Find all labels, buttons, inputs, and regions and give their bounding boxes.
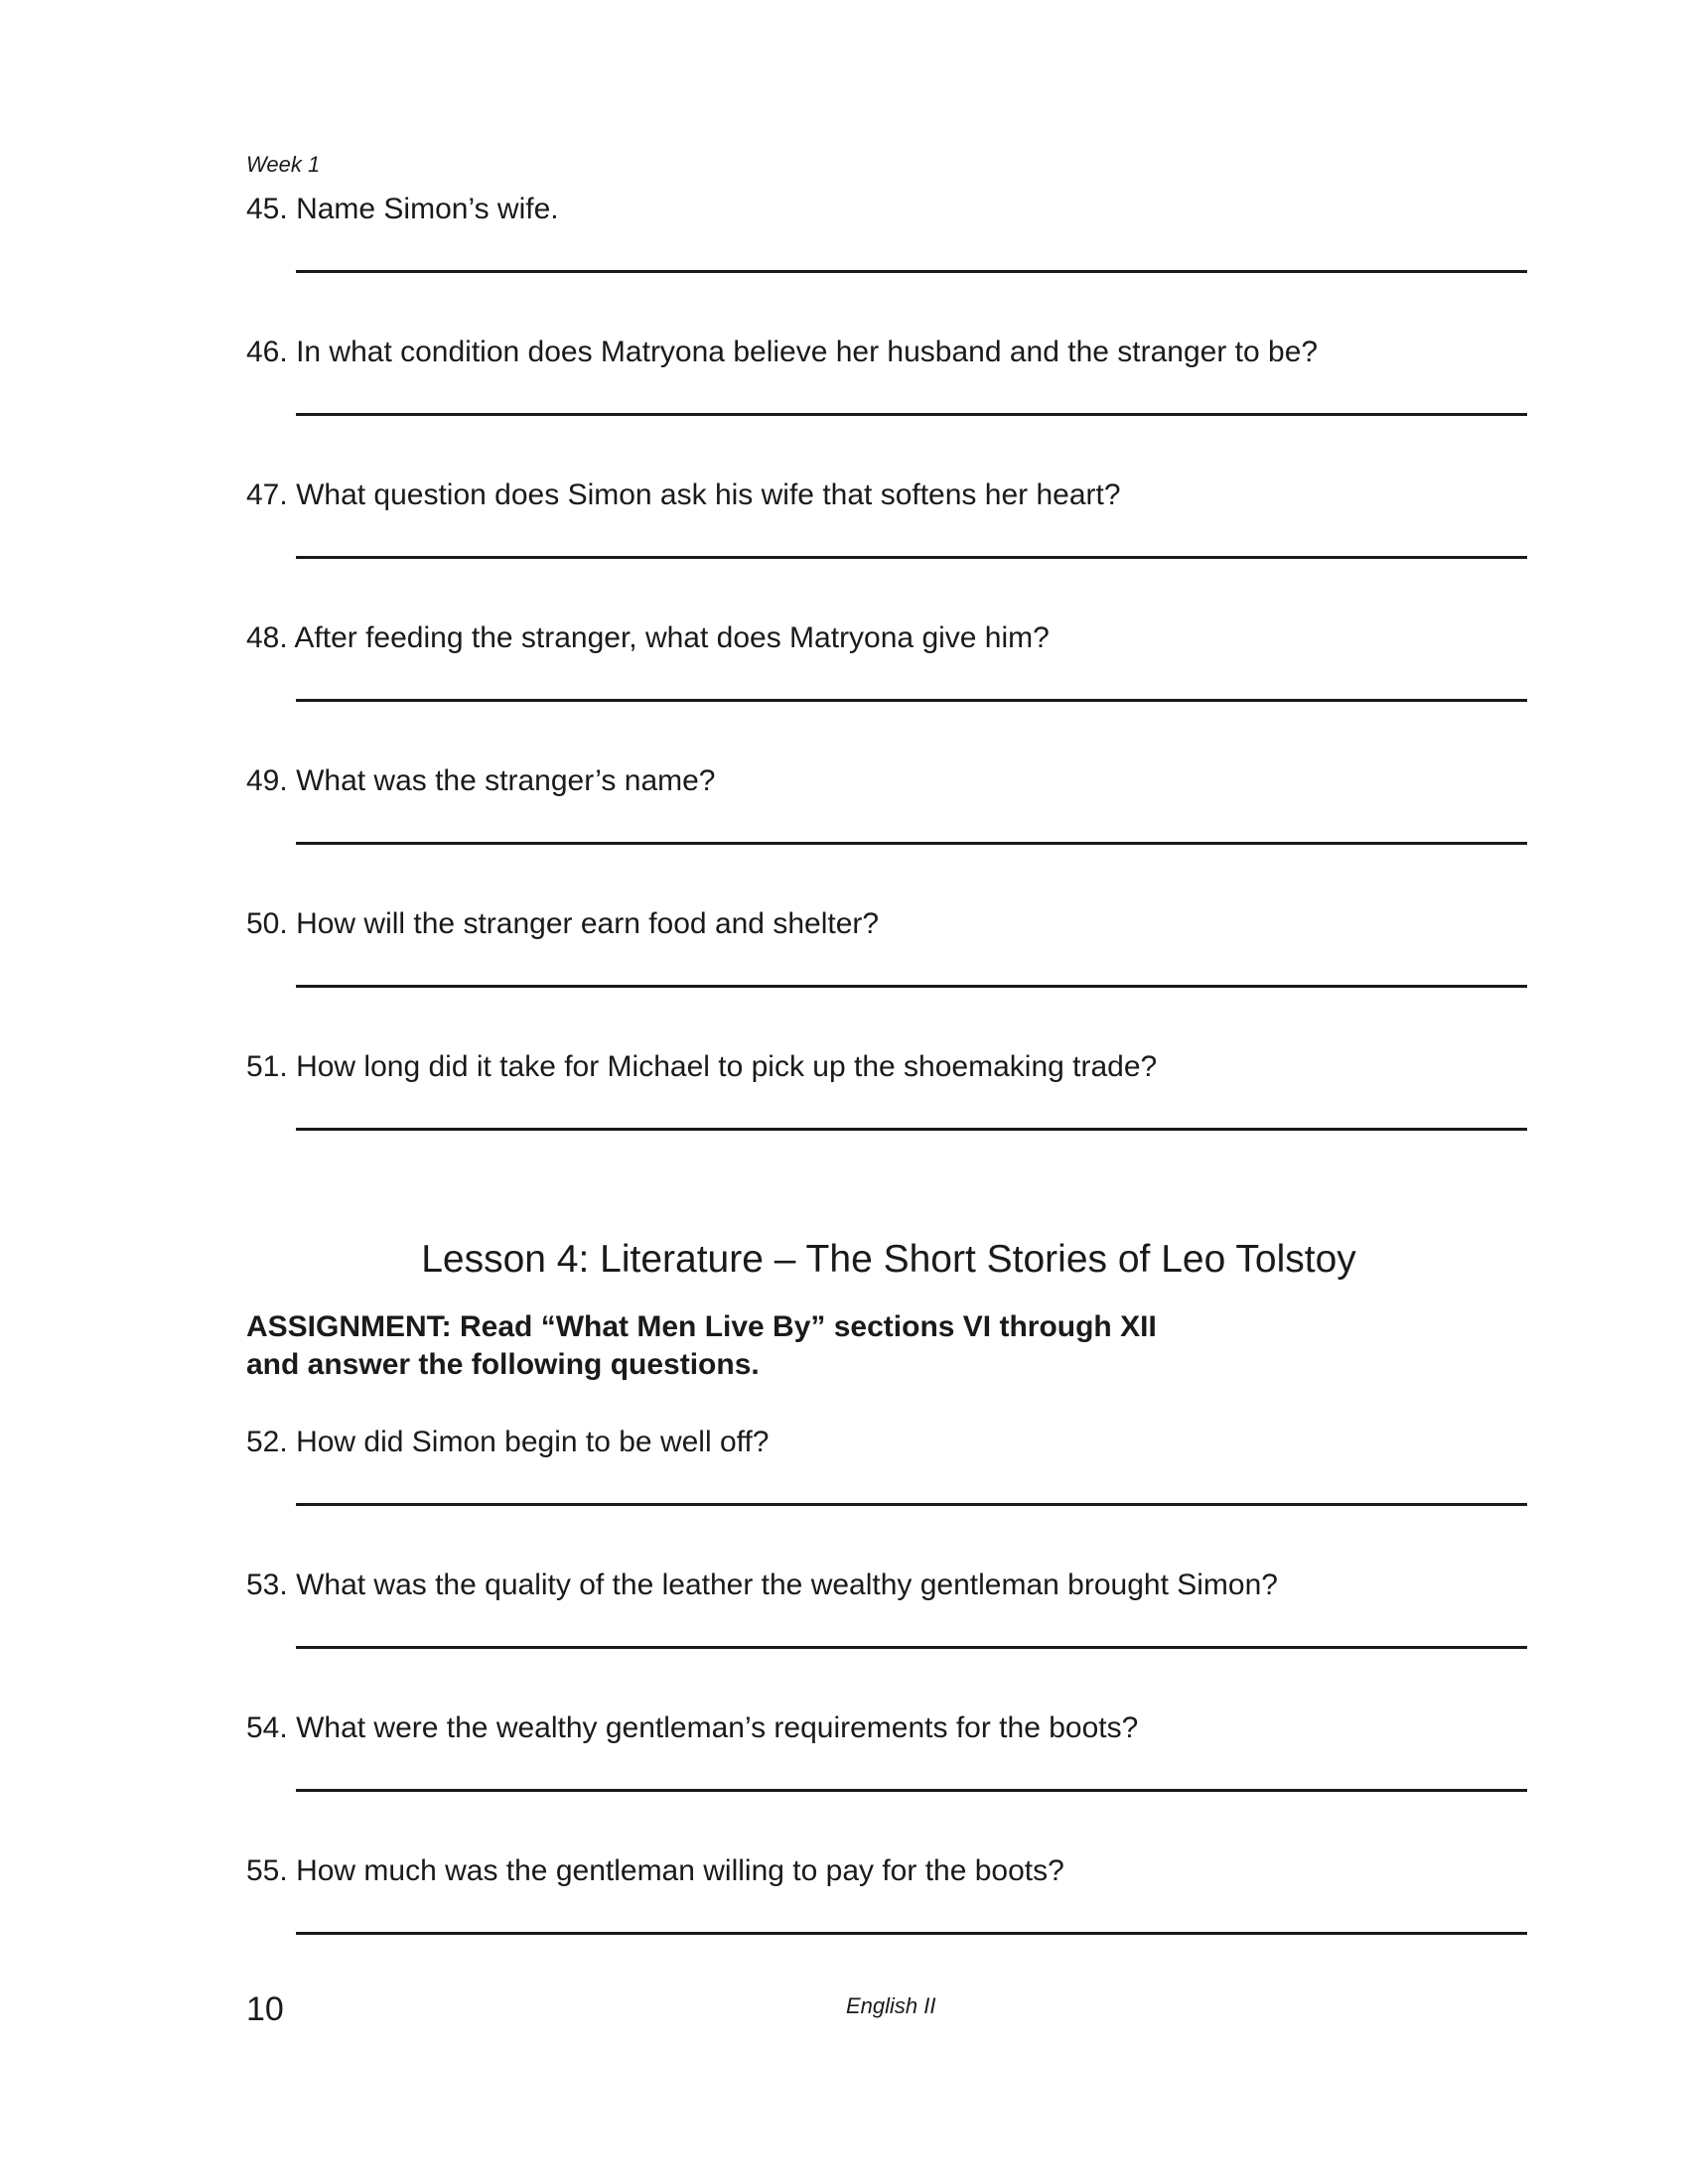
- question-53: [246, 1568, 1527, 1603]
- question-text: In what condition does Matryona believe her husband and the stranger to be?: [296, 336, 1319, 368]
- assignment-line-1: ASSIGNMENT: Read “What Men Live By” sections VI through XII: [246, 1310, 1157, 1343]
- question-number: 47.: [246, 478, 288, 511]
- answer-line[interactable]: [296, 1646, 1527, 1649]
- assignment-instructions: [246, 1308, 1157, 1384]
- answer-line[interactable]: [296, 1932, 1527, 1935]
- question-number: 55.: [246, 1854, 288, 1887]
- question-48: [246, 620, 1527, 656]
- answer-line[interactable]: [296, 556, 1527, 559]
- answer-line[interactable]: [296, 1789, 1527, 1792]
- question-text: Name Simon’s wife.: [296, 193, 559, 225]
- answer-line[interactable]: [296, 699, 1527, 702]
- question-text: What was the quality of the leather the wealthy gentleman brought Simon?: [296, 1569, 1278, 1601]
- question-number: 50.: [246, 907, 288, 940]
- lesson-title: Lesson 4: Literature – The Short Stories of Leo Tolstoy: [421, 1238, 1356, 1281]
- question-45: [246, 192, 1527, 227]
- question-text: What was the stranger’s name?: [296, 764, 716, 797]
- answer-line[interactable]: [296, 413, 1527, 416]
- answer-line[interactable]: [296, 842, 1527, 845]
- week-label: Week 1: [246, 152, 321, 177]
- question-number: 51.: [246, 1050, 288, 1083]
- question-51: [246, 1049, 1527, 1085]
- question-50: [246, 906, 1527, 942]
- question-49: [246, 763, 1527, 799]
- question-47: [246, 478, 1527, 513]
- page-number: 10: [246, 1990, 284, 2028]
- question-text: What question does Simon ask his wife that softens her heart?: [296, 478, 1121, 511]
- question-number: 48.: [246, 621, 288, 654]
- question-46: [246, 335, 1527, 370]
- question-number: 49.: [246, 764, 288, 797]
- question-text: After feeding the stranger, what does Matryona give him?: [294, 621, 1050, 654]
- question-text: How did Simon begin to be well off?: [296, 1426, 770, 1458]
- question-number: 53.: [246, 1569, 288, 1601]
- question-text: How much was the gentleman willing to pay for the boots?: [296, 1854, 1064, 1887]
- answer-line[interactable]: [296, 270, 1527, 273]
- question-text: How long did it take for Michael to pick up the shoemaking trade?: [296, 1050, 1158, 1083]
- question-text: What were the wealthy gentleman’s requirements for the boots?: [296, 1711, 1139, 1744]
- question-number: 46.: [246, 336, 288, 368]
- question-number: 45.: [246, 193, 288, 225]
- question-52: [246, 1425, 1527, 1460]
- question-number: 52.: [246, 1426, 288, 1458]
- question-number: 54.: [246, 1711, 288, 1744]
- answer-line[interactable]: [296, 1503, 1527, 1506]
- footer-course-title: English II: [846, 1993, 936, 2018]
- answer-line[interactable]: [296, 985, 1527, 988]
- question-55: [246, 1853, 1527, 1889]
- question-text: How will the stranger earn food and shelter?: [296, 907, 880, 940]
- answer-line[interactable]: [296, 1128, 1527, 1131]
- question-54: [246, 1710, 1527, 1746]
- assignment-line-2: and answer the following questions.: [246, 1348, 760, 1381]
